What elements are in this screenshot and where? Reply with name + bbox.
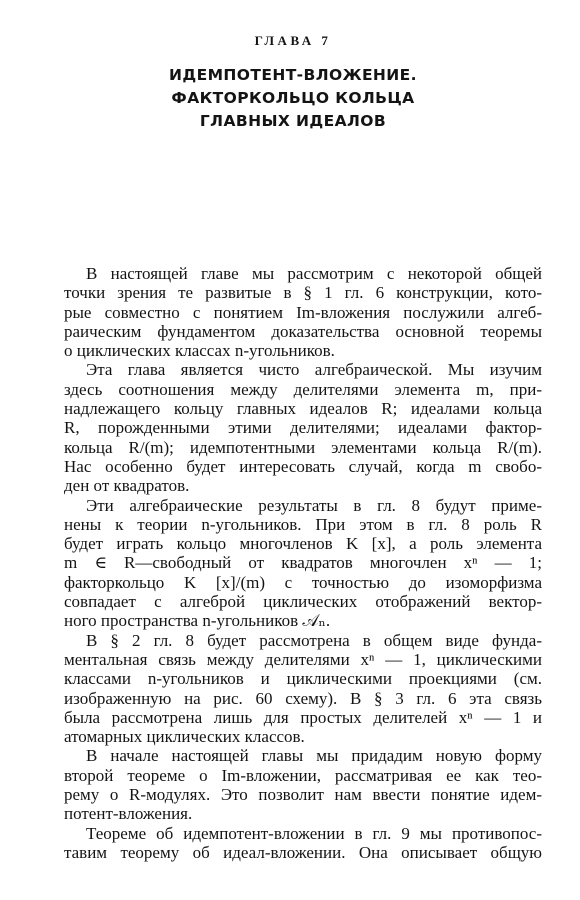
text-line: будет играть кольцо многочленов K [x], а роль элемента — [64, 534, 542, 554]
text-line: ден от квадратов. — [64, 476, 190, 496]
text-line: кольца R/(m); идемпотентными элементами кольца R/(m). — [64, 437, 542, 457]
paragraph — [64, 264, 542, 360]
text-line: надлежащего кольцу главных идеалов R; идеалами кольца — [64, 399, 542, 419]
text-line: В начале настоящей главы мы придадим новую форму — [86, 746, 542, 766]
text-line: Теореме об идемпотент-вложении в гл. 9 мы противопос- — [86, 823, 542, 843]
text-line: рые совместно с понятием Im-вложения послужили алгеб- — [64, 302, 542, 322]
text-line: классами n-угольников и циклическими проекциями (см. — [64, 669, 542, 689]
text-line: ментальная связь между делителями xⁿ — 1, циклическими — [64, 649, 542, 669]
text-line: рему о R-модулях. Это позволит нам ввести понятие идем- — [64, 785, 542, 805]
text-line: Эта глава является чисто алгебраической. Мы изучим — [86, 360, 542, 380]
paragraph — [64, 631, 542, 747]
text-line: второй теореме о Im-вложении, рассматривая ее как тео- — [64, 765, 542, 785]
body-text — [64, 264, 542, 862]
text-line: R, порожденными этими делителями; идеалами фактор- — [64, 418, 542, 438]
chapter-title-line: ГЛАВНЫХ ИДЕАЛОВ — [199, 112, 387, 130]
text-line: была рассмотрена лишь для простых делителей xⁿ — 1 и — [64, 707, 542, 727]
text-line: Нас особенно будет интересовать случай, когда m свобо- — [64, 456, 542, 476]
chapter-title — [0, 64, 580, 133]
text-line: изображенную на рис. 60 схему). В § 3 гл. 6 эта связь — [64, 688, 542, 708]
text-line: здесь соотношения между делителями элемента m, при- — [64, 379, 542, 399]
chapter-label: ГЛАВА 7 — [254, 33, 332, 48]
chapter-title-line: ИДЕМПОТЕНТ-ВЛОЖЕНИЕ. — [169, 66, 417, 84]
text-line: точки зрения те развитые в § 1 гл. 6 конструкции, кото- — [64, 283, 542, 303]
text-line: факторкольцо K [x]/(m) с точностью до изоморфизма — [64, 572, 542, 592]
text-line: потент-вложения. — [64, 804, 193, 824]
text-line: атомарных циклических классов. — [64, 727, 305, 747]
paragraph — [64, 496, 542, 631]
text-line: нены к теории n-угольников. При этом в гл. 8 роль R — [64, 514, 542, 534]
text-line: Эти алгебраические результаты в гл. 8 будут приме- — [86, 495, 542, 515]
paragraph — [64, 746, 542, 823]
text-line: раическим фундаментом доказательства основной теоремы — [64, 321, 542, 341]
text-line: ного пространства n-угольников 𝒜ₙ. — [64, 611, 331, 631]
text-line: В § 2 гл. 8 будет рассмотрена в общем виде фунда- — [86, 630, 542, 650]
text-line: совпадает с алгеброй циклических отображений вектор- — [64, 592, 542, 612]
text-line: тавим теорему об идеал-вложении. Она описывает общую — [64, 842, 542, 862]
paragraph — [64, 824, 542, 863]
chapter-title-line: ФАКТОРКОЛЬЦО КОЛЬЦА — [171, 89, 415, 107]
text-line: m ∈ R—свободный от квадратов многочлен xⁿ — 1; — [64, 553, 542, 573]
text-line: В настоящей главе мы рассмотрим с некоторой общей — [86, 264, 542, 283]
text-line: о циклических классах n-угольников. — [64, 341, 335, 361]
paragraph — [64, 360, 542, 495]
